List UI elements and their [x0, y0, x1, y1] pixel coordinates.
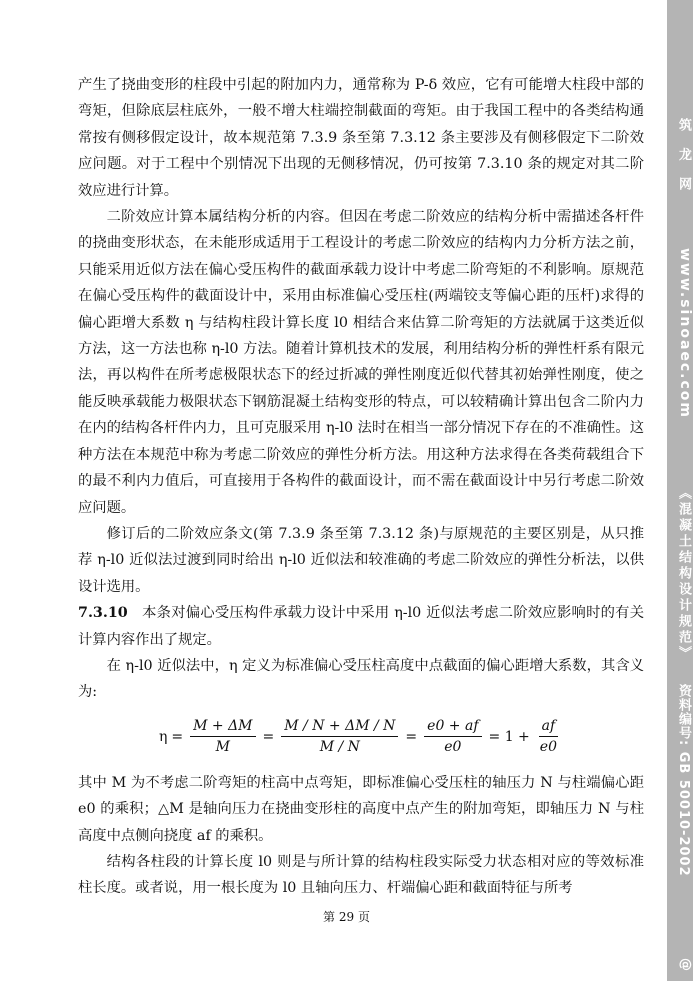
paragraph: 在 η-l0 近似法中，η 定义为标准偏心受压柱高度中点截面的偏心距增大系数，其含义为:: [78, 657, 644, 701]
formula-equals: =: [405, 728, 418, 745]
site-url: www.sinoaec.com: [677, 248, 693, 420]
section-number: 7.3.10: [78, 605, 128, 622]
at-mark: @: [678, 958, 693, 971]
document-code: 资料编号: GB 50010-2002: [676, 684, 691, 877]
eta-formula: [78, 708, 644, 766]
fraction-2: $\frac{M / N + \Delta M / N}{M / N}$: [281, 716, 398, 757]
formula-equals: =: [171, 728, 184, 745]
paragraph: 产生了挠曲变形的柱段中引起的附加内力，通常称为 P-δ 效应，它有可能增大柱段中部的弯矩，但除底层柱底外，一般不增大柱端控制截面的弯矩。由于我国工程中的各类结构通常按有侧移假定设计，故本规范第 7.3.9 条至第 7.3.12 条主要涉及有侧移假定下二阶效应问题。对于工程中个别情况下出现的无侧移情况，仍可按第 7.3.10 条的规定对其二阶效应进行计算。: [78, 77, 644, 199]
site-name: 筑 龙 网: [676, 118, 691, 197]
formula-lhs: η: [158, 728, 168, 745]
fraction-1: $\frac{M + \Delta M}{M}$: [190, 716, 255, 757]
fraction-4: $\frac{af}{e0}$: [539, 718, 557, 756]
paragraph: 其中 M 为不考虑二阶弯矩的柱高中点弯矩，即标准偏心受压柱的轴压力 N 与柱端偏心距 e0 的乘积；△M 是轴向压力在挠曲变形柱的高度中点产生的附加弯矩，即轴压力 N 与柱高度中点侧向挠度 af 的乘积。: [78, 774, 644, 844]
fraction-3: $\frac{e0 + af}{e0}$: [424, 716, 481, 757]
paragraph: 修订后的二阶效应条文(第 7.3.9 条至第 7.3.12 条)与原规范的主要区别是，从只推荐 η-l0 近似法过渡到同时给出 η-l0 近似法和较准确的考虑二阶效应的弹性分析法，以供设计选用。: [78, 525, 644, 595]
paragraph: 二阶效应计算本属结构分析的内容。但因在考虑二阶效应的结构分析中需描述各杆件的挠曲变形状态，在未能形成适用于工程设计的考虑二阶效应的结构内力分析方法之前，只能采用近似方法在偏心受压构件的截面承载力设计中考虑二阶弯矩的不利影响。原规范在偏心受压构件的截面设计中，采用由标准偏心受压柱(两端铰支等偏心距的压杆)求得的偏心距增大系数 η 与结构柱段计算长度 l0 相结合来估算二阶弯矩的方法就属于这类近似方法，这一方法也称 η-l0 方法。随着计算机技术的发展，利用结构分析的弹性杆系有限元法，再以构件在所考虑极限状态下的经过折减的弹性刚度近似代替其初始弹性刚度，使之能反映承载能力极限状态下钢筋混凝土结构变形的特点，可以较精确计算出包含二阶内力在内的结构各杆件内力，且可克服采用 η-l0 法时在相当一部分情况下存在的不准确性。这种方法在本规范中称为考虑二阶效应的弹性分析方法。用这种方法求得在各类荷载组合下的最不利内力值后，可直接用于各构件的截面设计，而不需在截面设计中另行考虑二阶效应问题。: [78, 209, 644, 516]
document-body: [78, 72, 644, 902]
watermark-sidebar: [667, 0, 693, 981]
book-title: 《混凝土结构设计规范》: [676, 486, 691, 662]
section-paragraph: [78, 600, 644, 653]
paragraph: 结构各柱段的计算长度 l0 则是与所计算的结构柱段实际受力状态相对应的等效标准柱长度。或者说，用一根长度为 l0 且轴向压力、杆端偏心距和截面特征与所考: [78, 853, 644, 897]
page-number: 第 29 页: [323, 910, 370, 924]
formula-one-plus: = 1 +: [488, 728, 530, 745]
formula-equals: =: [262, 728, 275, 745]
section-text: 本条对偏心受压构件承载力设计中采用 η-l0 近似法考虑二阶效应影响时的有关计算内容作出了规定。: [78, 605, 644, 648]
